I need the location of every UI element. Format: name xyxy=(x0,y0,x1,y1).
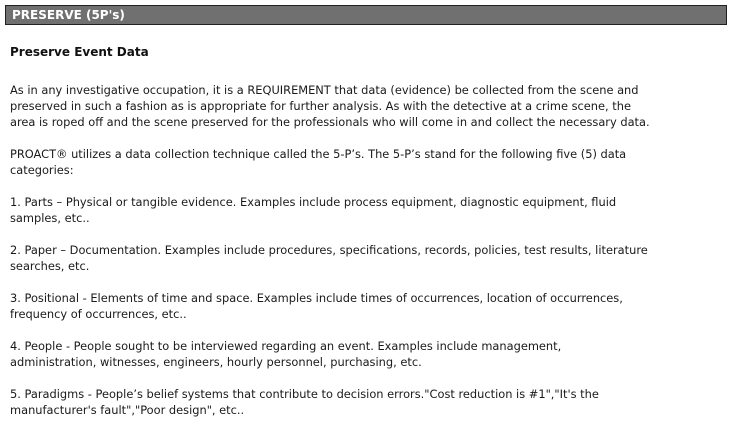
category-paper: 2. Paper – Documentation. Examples include procedures, specifications, records, policies, test results, literature searches, etc. xyxy=(10,243,648,273)
category-paradigms: 5. Paradigms - People’s belief systems that contribute to decision errors."Cost reduction is #1","It's the manufacturer's fault","Poor design", etc.. xyxy=(10,387,599,417)
intro-paragraph: As in any investigative occupation, it is a REQUIREMENT that data (evidence) be collected from the scene and preserved in such a fashion as is appropriate for further analysis. As with the detective at a crime scene, the area is roped off and the scene preserved for the professionals who will come in and collect the necessary data. xyxy=(10,83,650,129)
category-positional: 3. Positional - Elements of time and space. Examples include times of occurrences, location of occurrences, frequency of occurrences, etc.. xyxy=(10,291,623,321)
category-people: 4. People - People sought to be interviewed regarding an event. Examples include management, administration, witnesses, engineers, hourly personnel, purchasing, etc. xyxy=(10,339,562,369)
panel-header-bar xyxy=(5,5,727,25)
technique-paragraph: PROACT® utilizes a data collection technique called the 5-P’s. The 5-P’s stand for the following five (5) data categories: xyxy=(10,147,627,177)
panel-content xyxy=(10,44,650,434)
section-heading: Preserve Event Data xyxy=(10,45,149,59)
category-parts: 1. Parts – Physical or tangible evidence. Examples include process equipment, diagnostic equipment, fluid samples, etc.. xyxy=(10,195,617,225)
panel-title: PRESERVE (5P's) xyxy=(12,8,125,22)
